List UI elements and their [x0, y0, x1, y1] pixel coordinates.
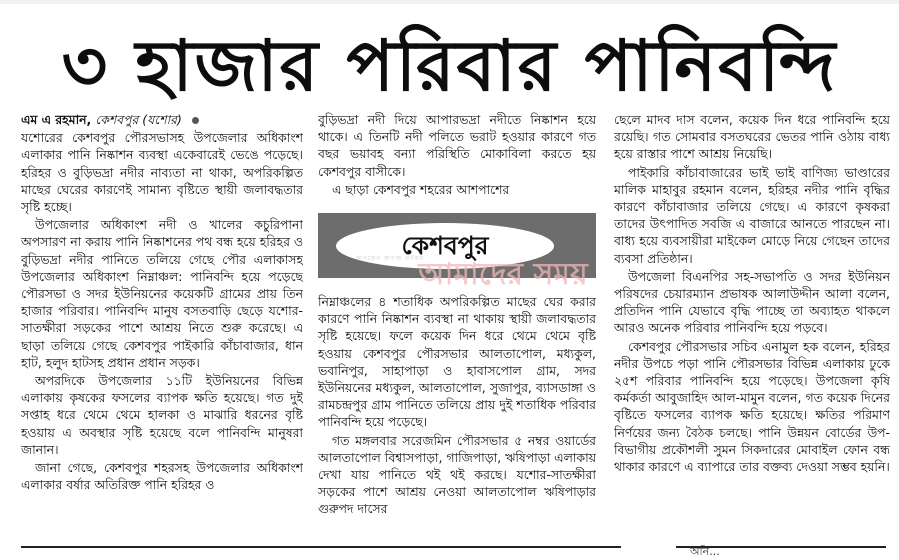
dateline: কেশবপুর (যশোর) — [95, 112, 182, 127]
top-edge-strip — [0, 0, 899, 4]
paragraph: অপরদিকে উপজেলার ১১টি ইউনিয়নের বিভিন্ন এলাকায় কৃষকের ফসলের ব্যাপক ক্ষতি হয়েছে। গত দুই সপ্তাহ ধরে থেমে থেমে হালকা ও মাঝারি ধরনের বৃষ্টি হওয়ায় এ অবস্থার সৃষ্টি হয়েছে বলে পানিবন্দি মানুষরা জানান। — [21, 373, 303, 457]
paragraph: উপজেলা বিএনপির সহ-সভাপতি ও সদর ইউনিয়ন পরিষদের চেয়ারম্যান প্রভাষক আলাউদ্দীন আলা বলেন, প্রতিদিন পানি যেভাবে বৃদ্ধি পাচ্ছে তা অব্যাহত থাকলে আরও অনেক পরিবার পানিবন্দি হয়ে পড়বে। — [614, 268, 890, 336]
article-column-1 — [21, 111, 303, 539]
footer-rule — [21, 546, 621, 548]
article-column-3 — [614, 111, 890, 539]
paragraph: উপজেলার অধিকাংশ নদী ও খালের কচুরিপানা অপসারণ না করায় পানি নিষ্কাশনের পথ বন্ধ হয়ে হরিহর ও বুড়িভদ্রা নদীর পানিতে তলিয়ে গেছে পৌর এলাকাসহ উপজেলার অধিকাংশ নিম্নাঞ্চল: পানিবন্দি হয়ে পড়েছে পৌরসভা ও সদর ইউনিয়নের কয়েকটি গ্রামের প্রায় তিন হাজার পরিবার। পানিবন্দি মানুষ বসতবাড়ি ছেড়ে যশোর-সাতক্ষীরা সড়কের পাশে আশ্রয় নিতে শুরু করেছে। এ ছাড়া তলিয়ে গেছে কেশবপুর পাইকারি কাঁচাবাজার, ধান হাট, হলুদ হাটসহ প্রধান প্রধান সড়ক। — [21, 217, 303, 370]
watermark-small-text: কাগজের কাগজ ডটকম — [356, 255, 425, 262]
article-column-2-bottom — [318, 293, 596, 539]
bullet-dot-icon — [192, 117, 199, 124]
paragraph: ছেলে মাদব দাস বলেন, কয়েক দিন ধরে পানিবন্দি হয়ে রয়েছি। গত সোমবার বসতঘরের ভেতর পানি ওঠায় বাধ্য হয়ে রাস্তার পাশে আশ্রয় নিয়েছি। — [614, 112, 890, 162]
paragraph: যশোরের কেশবপুর পৌরসভাসহ উপজেলার অধিকাংশ এলাকার পানি নিষ্কাশন ব্যবস্থা একেবারেই ভেঙে পড়েছে। হরিহর ও বুড়িভদ্রা নদীর নাব্যতা না থাকা, অপরিকল্পিত মাছের ঘেরের কারণেই সামান্য বৃষ্টিতে স্থায়ী জলাবদ্ধতার সৃষ্টি হচ্ছে। — [21, 130, 303, 215]
article-column-2-top — [318, 111, 596, 211]
watermark-logo: আমাদের সময় — [418, 257, 588, 292]
headline: ৩ হাজার পরিবার পানিবন্দি — [61, 25, 838, 107]
footer-fragment: অনি... — [690, 545, 720, 558]
paragraph: কেশবপুর পৌরসভার সচিব এনামুল হক বলেন, হরিহর নদীর উপচে পড়া পানি পৌরসভার বিভিন্ন এলাকায় ঢুকে ২৫শ পরিবার পানিবন্দি হয়ে পড়েছে। উপজেলা কৃষি কর্মকর্তা আবুজাহিদ আল-মামুন বলেন, গত কয়েক দিনের বৃষ্টিতে ফসলের ব্যাপক ক্ষতি হয়েছে। ক্ষতির পরিমাণ নির্ণয়ের জন্য বৈঠক চলছে। পানি উন্নয়ন বোর্ডের উপ-বিভাগীয় প্রকৌশলী সুমন সিকদারের মোবাইল ফোন বন্ধ থাকার কারণে এ ব্যাপারে তার বক্তব্য দেওয়া সম্ভব হয়নি। — [614, 338, 890, 475]
paragraph: নিম্নাঞ্চলের ৪ শতাধিক অপরিকল্পিত মাছের ঘের করার কারণে পানি নিষ্কাশন ব্যবস্থা না থাকায় স্থায়ী জলাবদ্ধতার সৃষ্টি হয়েছে। ফলে কয়েক দিন ধরে থেমে থেমে বৃষ্টি হওয়ায় কেশবপুর পৌরসভার আলতাপোল, মধ্যকুল, ভবানিপুর, সাহাপাড়া ও হাবাসপোল গ্রাম, সদর ইউনিয়নের মধ্যকুল, আলতাপোল, সুজাপুর, ব্যাসডাঙ্গা ও রামচন্দ্রপুর গ্রাম পানিতে তলিয়ে প্রায় দুই শতাধিক পরিবার পানিবন্দি হয়ে পড়েছে। — [318, 294, 596, 430]
location-badge: কেশবপুর — [336, 223, 554, 269]
paragraph: পাইকারি কাঁচাবাজারের ভাই ভাই বাণিজ্য ভাণ্ডারের মালিক মাহাবুর রহমান বলেন, হরিহর নদীর পানি বৃদ্ধির কারণে কাঁচাবাজার তলিয়ে গেছে। এ কারণে কৃষকরা তাদের উৎপাদিত সবজি এ বাজারে আনতে পারছেন না। বাধ্য হয়ে ব্যবসায়ীরা মাইকেল মোড়ে নিয়ে গেছেন তাদের ব্যবসা প্রতিষ্ঠান। — [614, 164, 890, 266]
byline — [21, 111, 303, 128]
reporter-name: এম এ রহমান, — [21, 112, 92, 127]
paragraph: জানা গেছে, কেশবপুর শহরসহ উপজেলার অধিকাংশ এলাকার বর্ষার অতিরিক্ত পানি হরিহর ও — [21, 460, 303, 493]
paragraph: এ ছাড়া কেশবপুর শহরের আশপাশের — [332, 181, 510, 197]
paragraph: বুড়িভদ্রা নদী দিয়ে আপারভদ্রা নদীতে নিষ্কাশন হয়ে থাকে। এ তিনটি নদী পলিতে ভরাট হওয়ার কারণে গত বছর ভয়াবহ বন্যা পরিস্থিতি মোকাবিলা করতে হয় কেশবপুর বাসীকে। — [318, 112, 596, 179]
paragraph: গত মঙ্গলবার সরেজমিন পৌরসভার ৫ নম্বর ওয়ার্ডের আলতাপোল বিশ্বাসপাড়া, গাজিপাড়া, ঋষিপাড়া এলাকায় দেখা যায় পানিতে থই থই করছে। যশোর-সাতক্ষীরা সড়কের পাশে আশ্রয় নেওয়া আলতাপোল ঋষিপাড়ার গুরুপদ দাসের — [318, 432, 596, 517]
